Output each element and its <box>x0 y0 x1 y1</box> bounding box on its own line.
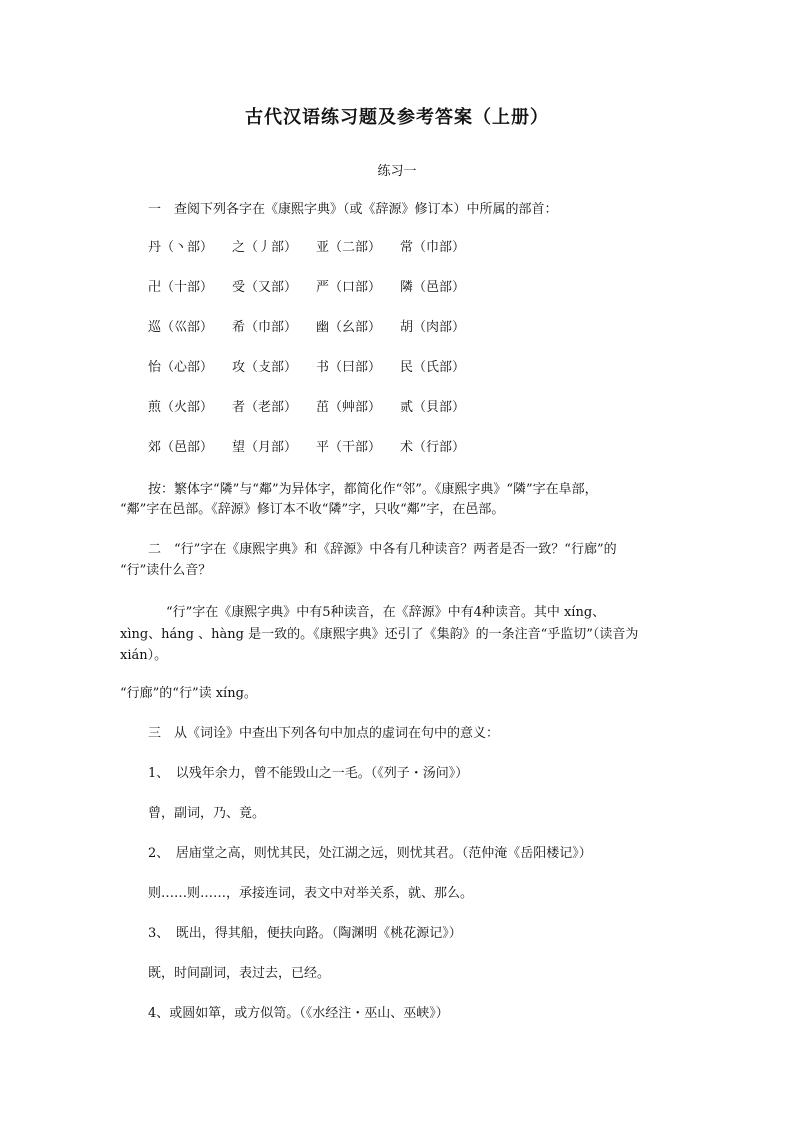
q3-answer: 曾，副词，乃、竟。 <box>148 806 266 821</box>
radical-item: 卍（十部） <box>148 280 214 295</box>
exercise-heading: 练习一 <box>377 164 417 179</box>
radical-item: 常（巾部） <box>400 240 466 255</box>
radical-item: 亚（二部） <box>316 240 382 255</box>
radical-row <box>148 238 465 258</box>
q3-sentence: 4、或圆如箪，或方似笥。（《水经注・巫山、巫峡》） <box>148 1006 449 1021</box>
radical-item: 丹（丶部） <box>148 240 214 255</box>
radical-row <box>148 318 465 338</box>
radical-item: 民（氏部） <box>400 360 466 375</box>
q2-answer-line: xìng、háng 、hàng 是一致的。《康熙字典》还引了《集韵》的一条注音“乎监切”（读音为 <box>120 627 639 642</box>
radical-item: 胡（肉部） <box>400 320 466 335</box>
q1-note-line: 按：繁体字“隣”与“鄰”为异体字，都简化作“邻”。《康熙字典》“隣”字在阜部， <box>148 482 598 497</box>
q3-sentence: 1、 以残年余力，曾不能毁山之一毛。（《列子・汤问》） <box>148 766 469 781</box>
q1-note-line: “鄰”字在邑部。《辞源》修订本不收“隣”字，只收“鄰”字，在邑部。 <box>120 502 505 517</box>
radical-row <box>148 438 465 458</box>
radical-item: 隣（邑部） <box>400 280 466 295</box>
radical-item: 者（老部） <box>232 400 298 415</box>
radical-row <box>148 398 465 418</box>
q3-sentence: 3、 既出，得其船，便扶向路。（陶渊明《桃花源记》） <box>148 926 462 941</box>
radical-item: 幽（幺部） <box>316 320 382 335</box>
radical-item: 攻（攴部） <box>232 360 298 375</box>
q3-sentence: 2、 居庙堂之高，则忧其民，处江湖之远，则忧其君。（范仲淹《岳阳楼记》） <box>148 846 592 861</box>
document-title: 古代汉语练习题及参考答案（上册） <box>245 107 549 128</box>
radical-item: 希（巾部） <box>232 320 298 335</box>
radical-item: 术（行部） <box>400 440 466 455</box>
radical-item: 书（曰部） <box>316 360 382 375</box>
q2-answer-line: xián）。 <box>120 648 168 663</box>
q2-prompt-line: 二 “行”字在《康熙字典》和《辞源》中各有几种读音？两者是否一致？“行廊”的 <box>148 542 617 557</box>
radical-row <box>148 278 465 298</box>
q2-answer-line: “行”字在《康熙字典》中有5种读音，在《辞源》中有4种读音。其中 xíng、 <box>166 605 606 620</box>
radical-row <box>148 358 465 378</box>
radical-item: 受（又部） <box>232 280 298 295</box>
radical-item: 望（月部） <box>232 440 298 455</box>
radical-item: 平（干部） <box>316 440 382 455</box>
q2-answer-line: “行廊”的“行”读 xíng。 <box>120 686 257 701</box>
radical-item: 怡（心部） <box>148 360 214 375</box>
radical-item: 郊（邑部） <box>148 440 214 455</box>
q3-prompt: 三 从《词诠》中查出下列各句中加点的虚词在句中的意义： <box>148 726 500 741</box>
q3-answer: 则……则……，承接连词，表文中对举关系，就、那么。 <box>148 886 474 901</box>
radical-item: 严（口部） <box>316 280 382 295</box>
q3-answer: 既，时间副词，表过去，已经。 <box>148 966 331 981</box>
radical-item: 之（丿部） <box>232 240 298 255</box>
radical-item: 煎（火部） <box>148 400 214 415</box>
q1-prompt: 一 查阅下列各字在《康熙字典》（或《辞源》修订本）中所属的部首： <box>148 202 558 217</box>
radical-item: 茁（艸部） <box>316 400 382 415</box>
radical-item: 贰（貝部） <box>400 400 466 415</box>
radical-item: 巡（巛部） <box>148 320 214 335</box>
q2-prompt-line: “行”读什么音？ <box>120 563 212 578</box>
